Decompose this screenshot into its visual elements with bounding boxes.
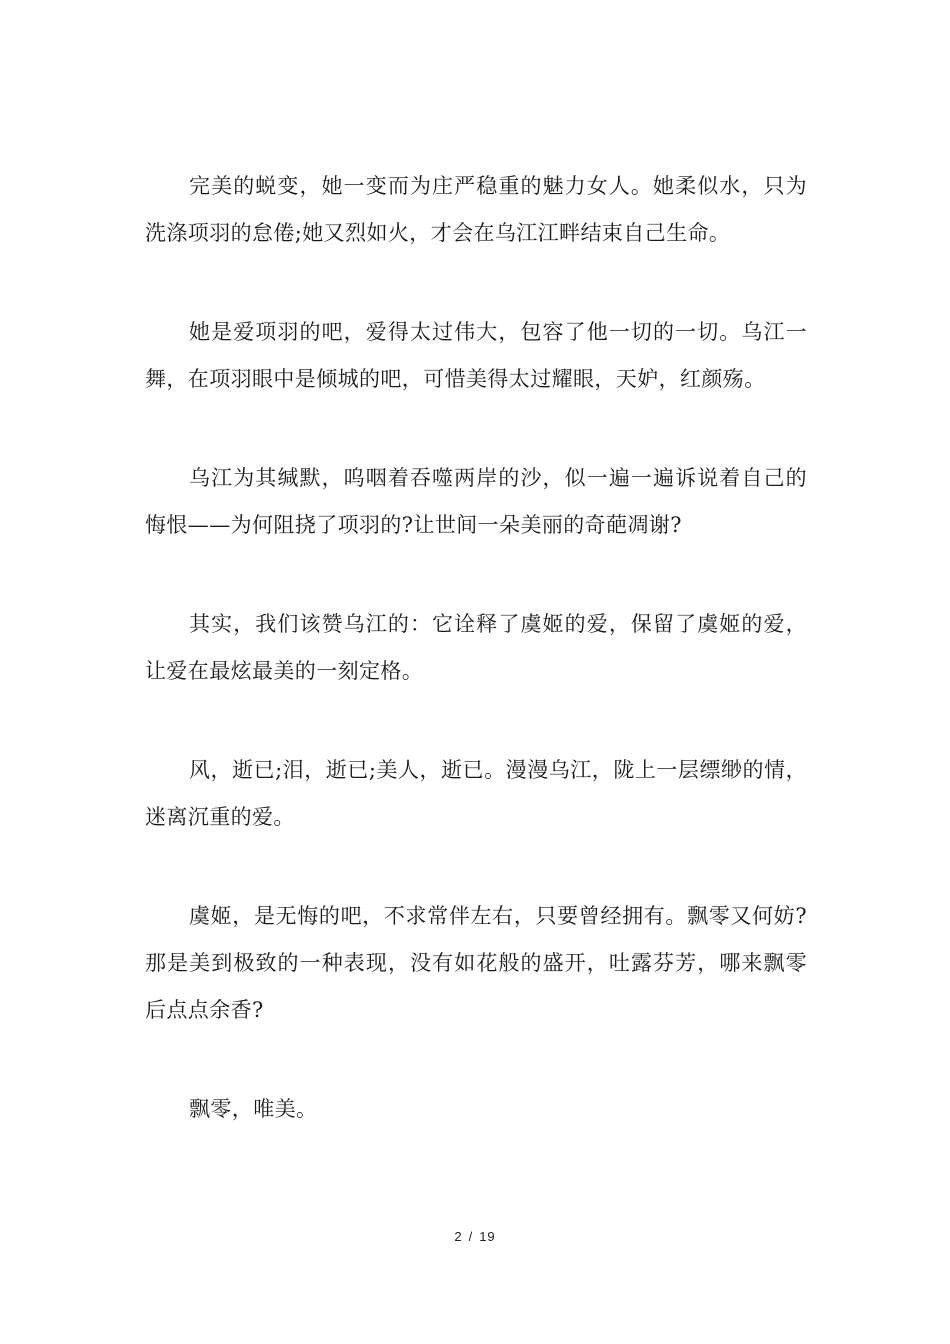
paragraph-3: 乌江为其缄默，呜咽着吞噬两岸的沙，似一遍一遍诉说着自己的悔恨——为何阻挠了项羽的?让世间一朵美丽的奇葩凋谢?	[145, 466, 807, 537]
document-body	[145, 163, 807, 1185]
paragraph-7: 飘零，唯美。	[189, 1097, 318, 1121]
total-page-count: 19	[479, 1229, 496, 1244]
paragraph-6: 虞姬，是无悔的吧，不求常伴左右，只要曾经拥有。飘零又何妨?那是美到极致的一种表现，没有如花般的盛开，吐露芬芳，哪来飘零后点点余香?	[145, 904, 807, 1022]
paragraph-5: 风，逝已;泪，逝已;美人，逝已。漫漫乌江，陇上一层缥缈的情，迷离沉重的爱。	[145, 758, 807, 829]
current-page-number: 2	[454, 1229, 463, 1244]
page-number-footer	[0, 1229, 950, 1244]
page-separator: /	[468, 1229, 474, 1244]
paragraph-2: 她是爱项羽的吧，爱得太过伟大，包容了他一切的一切。乌江一舞，在项羽眼中是倾城的吧，可惜美得太过耀眼，天妒，红颜殇。	[145, 320, 807, 391]
paragraph-4: 其实，我们该赞乌江的：它诠释了虞姬的爱，保留了虞姬的爱，让爱在最炫最美的一刻定格。	[145, 612, 807, 683]
paragraph-1: 完美的蜕变，她一变而为庄严稳重的魅力女人。她柔似水，只为洗涤项羽的怠倦;她又烈如火，才会在乌江江畔结束自己生命。	[145, 174, 807, 245]
